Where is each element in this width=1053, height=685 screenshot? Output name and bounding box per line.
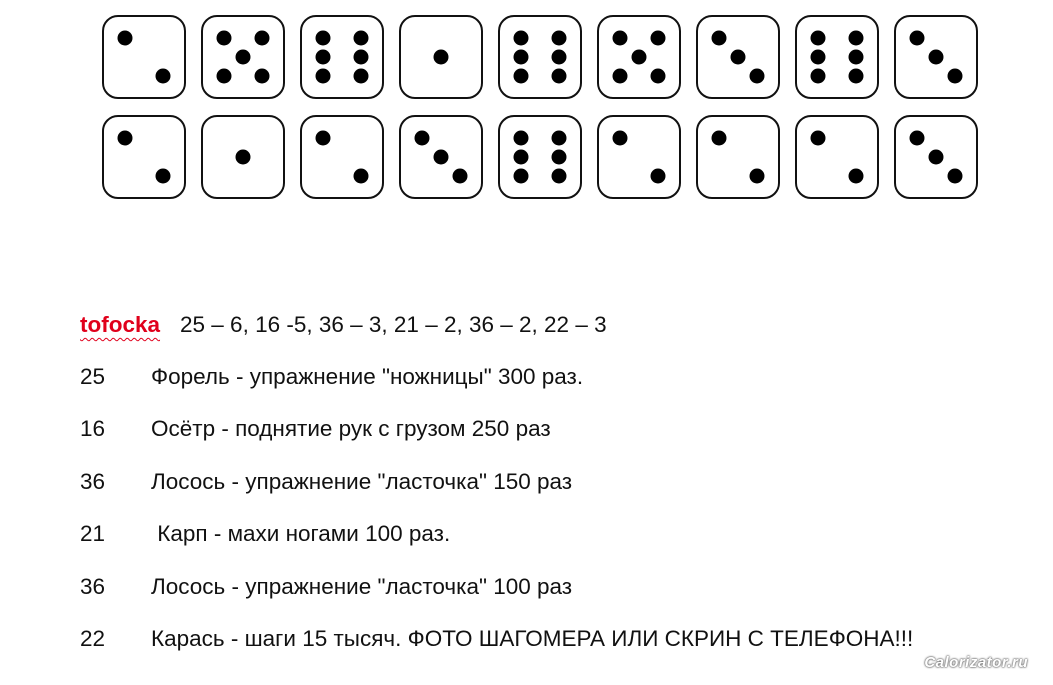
die-pip: [929, 150, 944, 165]
die-pip: [354, 69, 369, 84]
die-pip: [414, 130, 429, 145]
task-line: [80, 364, 583, 390]
die-pip: [750, 169, 765, 184]
die-pip: [236, 50, 251, 65]
die-pip: [354, 50, 369, 65]
die-pip: [810, 50, 825, 65]
die-face-5: [597, 15, 681, 99]
die-pip: [513, 130, 528, 145]
task-text: Лосось - упражнение "ласточка" 150 раз: [151, 469, 573, 494]
die-pip: [612, 69, 627, 84]
die-pip: [731, 50, 746, 65]
die-face-6: [795, 15, 879, 99]
die-pip: [552, 130, 567, 145]
die-pip: [929, 50, 944, 65]
die-pip: [117, 30, 132, 45]
die-pip: [711, 30, 726, 45]
roll-summary: 25 – 6, 16 -5, 36 – 3, 21 – 2, 36 – 2, 22 – 3: [180, 312, 607, 337]
die-face-1: [399, 15, 483, 99]
die-pip: [632, 50, 647, 65]
die-pip: [849, 50, 864, 65]
die-pip: [810, 69, 825, 84]
task-number: 21: [80, 521, 106, 546]
die-pip: [552, 69, 567, 84]
task-line: [80, 574, 572, 600]
die-pip: [810, 130, 825, 145]
die-pip: [255, 30, 270, 45]
die-face-2: [300, 115, 384, 199]
die-pip: [612, 30, 627, 45]
die-pip: [552, 30, 567, 45]
die-pip: [612, 130, 627, 145]
username: tofocka: [80, 312, 161, 337]
die-pip: [236, 150, 251, 165]
die-pip: [434, 150, 449, 165]
die-pip: [434, 50, 449, 65]
die-pip: [513, 150, 528, 165]
die-pip: [117, 130, 132, 145]
task-number: 22: [80, 626, 106, 651]
task-line: [80, 626, 913, 652]
die-pip: [651, 69, 666, 84]
die-pip: [552, 169, 567, 184]
die-pip: [552, 50, 567, 65]
task-number: 36: [80, 469, 106, 494]
die-face-3: [696, 15, 780, 99]
die-face-2: [795, 115, 879, 199]
header-line: [80, 312, 607, 338]
die-pip: [156, 69, 171, 84]
die-face-2: [102, 115, 186, 199]
die-face-3: [399, 115, 483, 199]
die-pip: [711, 130, 726, 145]
die-face-6: [498, 115, 582, 199]
die-pip: [156, 169, 171, 184]
die-pip: [849, 69, 864, 84]
die-pip: [810, 30, 825, 45]
die-pip: [513, 69, 528, 84]
die-pip: [909, 130, 924, 145]
die-pip: [750, 69, 765, 84]
die-pip: [948, 69, 963, 84]
die-pip: [552, 150, 567, 165]
task-text: Форель - упражнение "ножницы" 300 раз.: [151, 364, 584, 389]
task-text: Карп - махи ногами 100 раз.: [151, 521, 451, 546]
die-face-1: [201, 115, 285, 199]
die-face-2: [597, 115, 681, 199]
watermark: Calorizator.ru: [924, 654, 1028, 671]
die-pip: [354, 30, 369, 45]
die-pip: [651, 169, 666, 184]
task-number: 25: [80, 364, 106, 389]
die-pip: [255, 69, 270, 84]
die-pip: [453, 169, 468, 184]
task-number: 16: [80, 416, 106, 441]
dice-row-top: [102, 15, 978, 99]
die-pip: [216, 69, 231, 84]
task-line: [80, 469, 572, 495]
task-line: [80, 521, 450, 547]
task-line: [80, 416, 551, 442]
die-pip: [315, 130, 330, 145]
die-face-2: [696, 115, 780, 199]
die-pip: [948, 169, 963, 184]
die-face-5: [201, 15, 285, 99]
die-face-6: [300, 15, 384, 99]
dice-row-bottom: [102, 115, 978, 199]
die-pip: [651, 30, 666, 45]
die-pip: [216, 30, 231, 45]
die-pip: [315, 30, 330, 45]
die-face-2: [102, 15, 186, 99]
task-text: Лосось - упражнение "ласточка" 100 раз: [151, 574, 573, 599]
die-pip: [513, 50, 528, 65]
die-pip: [849, 30, 864, 45]
die-face-6: [498, 15, 582, 99]
die-face-3: [894, 115, 978, 199]
die-pip: [513, 30, 528, 45]
die-pip: [354, 169, 369, 184]
task-text: Карась - шаги 15 тысяч. ФОТО ШАГОМЕРА ИЛИ СКРИН С ТЕЛЕФОНА!!!: [151, 626, 914, 651]
die-pip: [513, 169, 528, 184]
task-text: Осётр - поднятие рук с грузом 250 раз: [151, 416, 551, 441]
task-number: 36: [80, 574, 106, 599]
die-pip: [909, 30, 924, 45]
die-pip: [315, 69, 330, 84]
die-face-3: [894, 15, 978, 99]
die-pip: [315, 50, 330, 65]
die-pip: [849, 169, 864, 184]
